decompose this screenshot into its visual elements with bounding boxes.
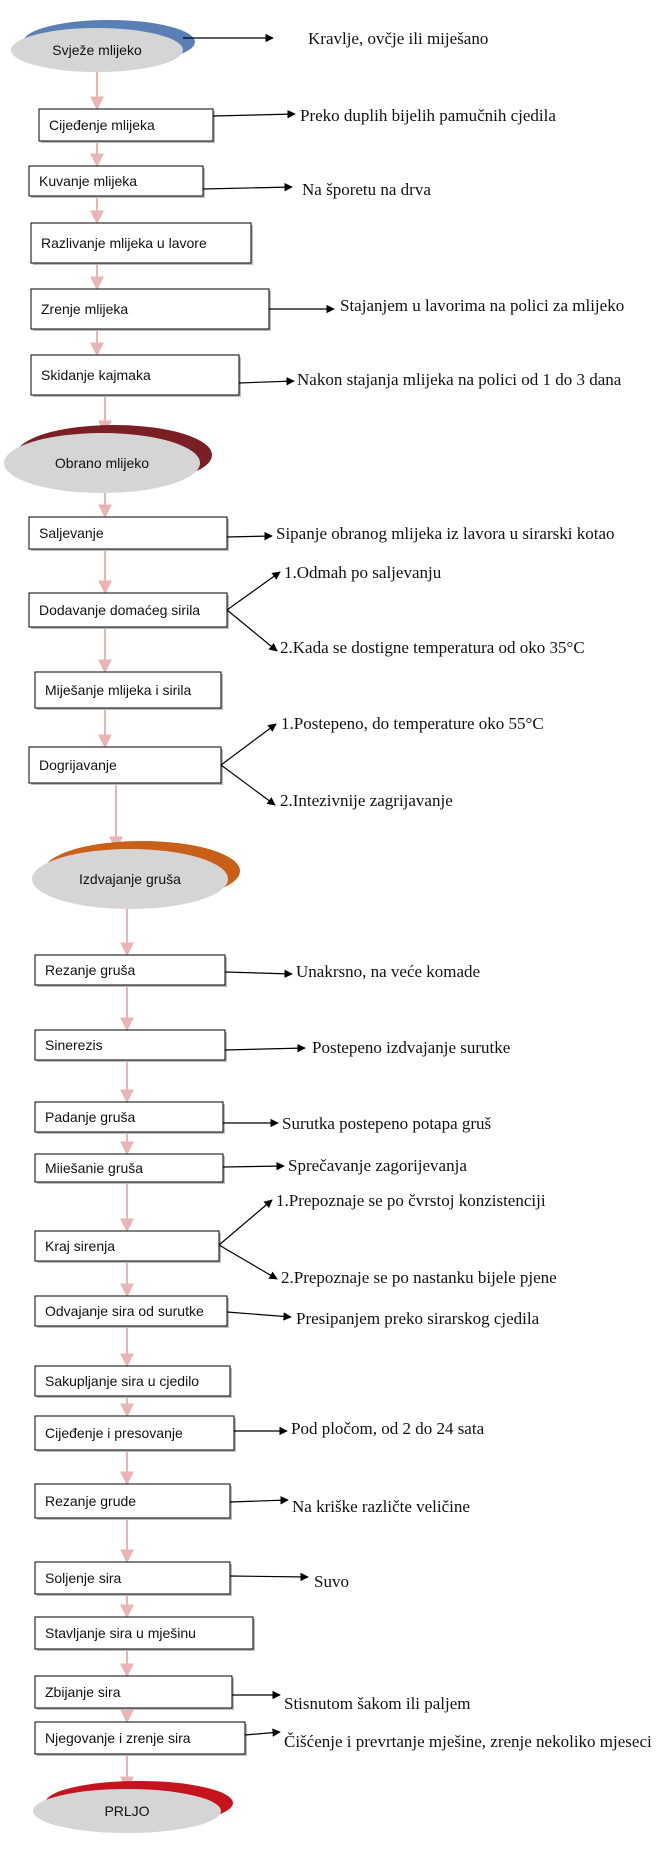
note-arrow — [203, 187, 292, 189]
step-note: Unakrsno, na veće komade — [296, 962, 481, 981]
process-step-label: Zrenje mlijeka — [41, 301, 129, 317]
step-note: Sipanje obranog mlijeka iz lavora u sirarski kotao — [276, 524, 615, 543]
step-note: Čišćenje i prevrtanje mješine, zrenje nekoliko mjeseci — [284, 1732, 652, 1751]
step-note: Sprečavanje zagorijevanja — [288, 1156, 467, 1175]
step-note: 2.Intezivnije zagrijavanje — [280, 791, 453, 810]
process-step — [35, 672, 223, 710]
process-step — [35, 1102, 225, 1134]
stage-node — [33, 1781, 233, 1833]
process-step — [35, 1366, 232, 1398]
note-arrow — [227, 572, 280, 610]
process-step — [35, 1416, 236, 1452]
note-arrow — [227, 610, 277, 651]
stage-node — [32, 841, 240, 909]
step-note: Surutka postepeno potapa gruš — [282, 1114, 492, 1133]
note-arrow — [219, 1245, 277, 1279]
process-step — [31, 355, 241, 397]
note-arrow — [227, 1312, 291, 1317]
step-note: Stisnutom šakom ili paljem — [284, 1694, 471, 1713]
process-step — [35, 955, 227, 987]
step-note: 2.Kada se dostigne temperatura od oko 35°C — [280, 638, 585, 657]
note-arrow — [230, 1500, 288, 1502]
process-step-label: Kraj sirenja — [45, 1238, 116, 1254]
process-step-label: Dogrijavanje — [39, 757, 117, 773]
note-arrow — [221, 765, 275, 805]
stage-node — [4, 425, 212, 493]
process-step-label: Miješanje mlijeka i sirila — [45, 682, 192, 698]
note-arrow — [221, 724, 276, 765]
process-step — [35, 1154, 225, 1184]
process-step-label: Cijeđenje i presovanje — [45, 1425, 183, 1441]
process-step-label: Miiešanie gruša — [45, 1160, 144, 1176]
process-step — [35, 1562, 232, 1596]
note-arrow — [239, 381, 294, 383]
process-step — [31, 223, 253, 265]
process-step — [39, 109, 215, 143]
note-arrow — [213, 114, 295, 116]
process-step-label: Kuvanje mlijeka — [39, 173, 138, 189]
process-step — [35, 1676, 234, 1710]
process-step-label: Njegovanje i zrenje sira — [45, 1730, 191, 1746]
process-step-label: Skidanje kajmaka — [41, 367, 151, 383]
process-step-label: Odvajanje sira od surutke — [45, 1303, 204, 1319]
process-step-label: Soljenje sira — [45, 1570, 122, 1586]
note-arrow — [230, 1576, 308, 1577]
process-step — [29, 593, 229, 629]
step-note: Presipanjem preko sirarskog cjedila — [296, 1309, 540, 1328]
step-note: Stajanjem u lavorima na polici za mlijeko — [340, 296, 625, 315]
stage-label: PRLJO — [104, 1803, 150, 1819]
note-arrow — [219, 1200, 272, 1245]
note-arrow — [225, 1048, 305, 1050]
stage-label: Svježe mlijeko — [52, 42, 142, 58]
step-note: Nakon stajanja mlijeka na polici od 1 do 3 dana — [297, 370, 622, 389]
step-note: 1.Postepeno, do temperature oko 55°C — [281, 714, 544, 733]
process-step — [29, 747, 223, 785]
process-step-label: Cijeđenje mlijeka — [49, 117, 155, 133]
stage-label: Izdvajanje gruša — [79, 871, 181, 887]
step-note: Suvo — [314, 1572, 349, 1591]
process-step — [35, 1722, 247, 1756]
note-arrow — [223, 1166, 284, 1167]
step-note: Kravlje, ovčje ili miješano — [308, 29, 489, 48]
note-arrow — [227, 536, 272, 537]
stage-label: Obrano mlijeko — [54, 455, 150, 471]
process-step-label: Stavljanje sira u mješinu — [45, 1625, 196, 1641]
step-note: Pod pločom, od 2 do 24 sata — [291, 1419, 485, 1438]
process-step — [35, 1484, 232, 1520]
process-step-label: Sakupljanje sira u cjedilo — [45, 1373, 200, 1389]
stage-node — [11, 20, 195, 72]
process-step — [31, 289, 271, 331]
note-arrow — [245, 1732, 280, 1735]
process-step — [35, 1617, 255, 1651]
step-note: 1.Odmah po saljevanju — [284, 563, 442, 582]
process-step-label: Dodavanje domaćeg sirila — [39, 602, 201, 618]
process-step-label: Rezanje grude — [45, 1493, 137, 1509]
step-note: Postepeno izdvajanje surutke — [312, 1038, 511, 1057]
process-step — [29, 166, 205, 198]
step-note: Na šporetu na drva — [302, 180, 431, 199]
process-step-label: Zbijanje sira — [45, 1684, 121, 1700]
process-step — [35, 1030, 227, 1062]
process-step-label: Saljevanje — [39, 525, 104, 541]
process-step — [35, 1231, 221, 1263]
step-note: Preko duplih bijelih pamučnih cjedila — [300, 106, 556, 125]
process-step — [35, 1296, 229, 1328]
process-step — [29, 517, 229, 551]
step-note: 1.Prepoznaje se po čvrstoj konzistenciji — [276, 1191, 546, 1210]
process-step-label: Sinerezis — [45, 1037, 103, 1053]
step-note: 2.Prepoznaje se po nastanku bijele pjene — [281, 1268, 557, 1287]
process-step-label: Razlivanje mlijeka u lavore — [41, 235, 207, 251]
note-arrow — [225, 972, 292, 974]
step-note: Na kriške različte veličine — [292, 1497, 470, 1516]
process-step-label: Rezanje gruša — [45, 962, 136, 978]
process-step-label: Padanje gruša — [45, 1109, 136, 1125]
